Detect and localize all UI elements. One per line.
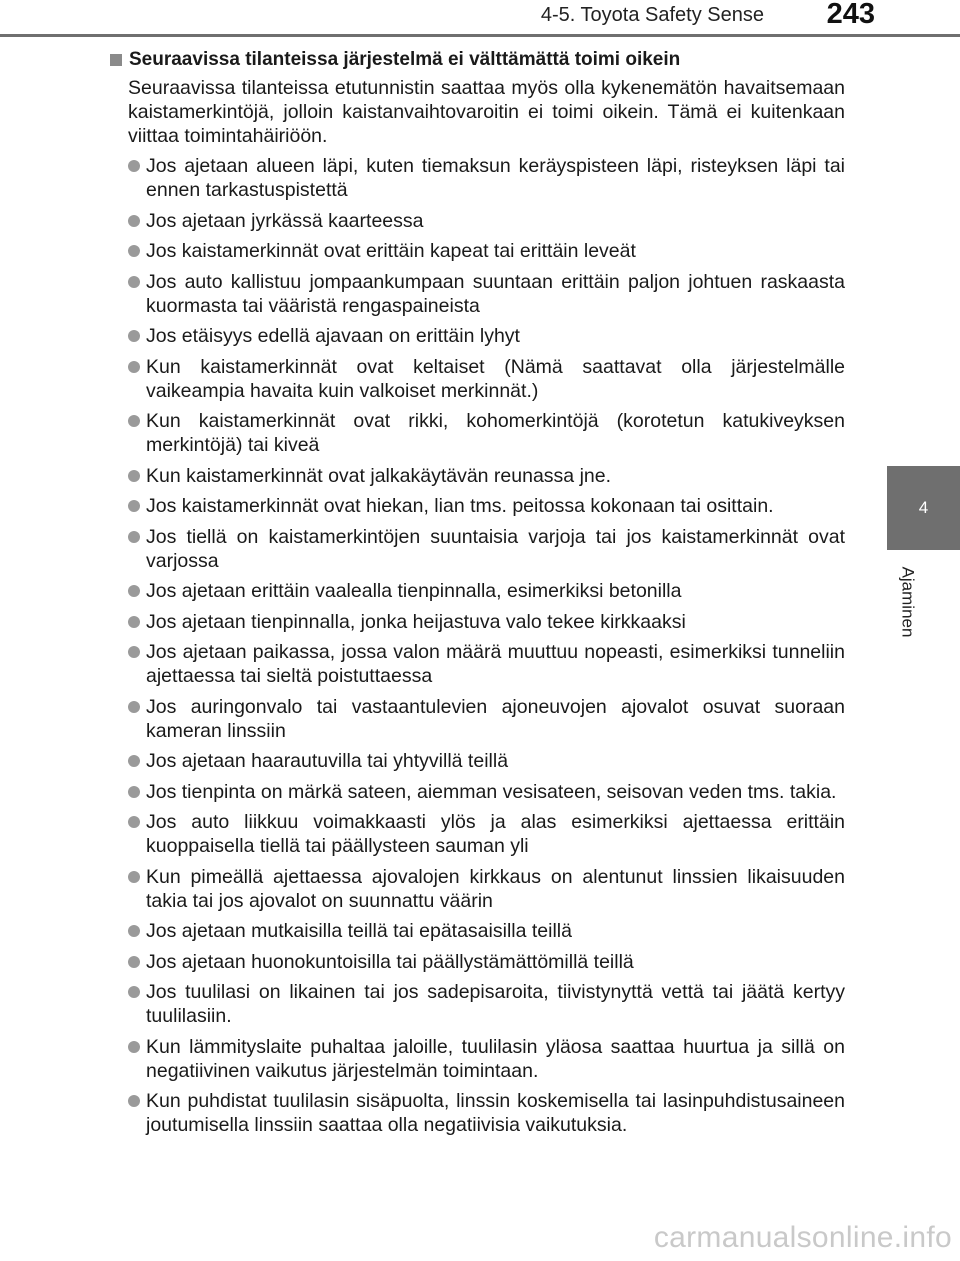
list-item-text: Jos ajetaan haarautuvilla tai yhtyvillä teillä [146, 750, 509, 772]
circle-bullet-icon [128, 925, 140, 937]
list-item-text: Jos ajetaan mutkaisilla teillä tai epätasaisilla teillä [146, 920, 572, 942]
square-bullet-icon [110, 54, 122, 66]
list-item-text: Kun lämmityslaite puhaltaa jaloille, tuulilasin yläosa saattaa huurtua ja sillä on negatiivinen vaikutus järjestelmän toimintaan. [146, 1035, 845, 1082]
list-item-text: Kun kaistamerkinnät ovat keltaiset (Nämä saattavat olla järjestelmälle vaikeampia havaita kuin valkoiset merkinnät.) [146, 355, 845, 402]
condition-list [110, 154, 845, 1137]
list-item-text: Jos ajetaan huonokuntoisilla tai päällystämättömillä teillä [146, 950, 634, 973]
list-item [110, 950, 845, 974]
list-item-text: Kun pimeällä ajettaessa ajovalojen kirkkaus on alentunut linssien likaisuuden takia tai jos ajovalot on suunnattu väärin [146, 865, 845, 912]
circle-bullet-icon [128, 616, 140, 628]
list-item-text: Jos etäisyys edellä ajavaan on erittäin lyhyt [146, 325, 520, 347]
list-item-text: Jos auto kallistuu jompaankumpaan suuntaan erittäin paljon johtuen raskaasta kuormasta tai vääristä rengaspaineista [146, 270, 845, 317]
heading-text: Seuraavissa tilanteissa järjestelmä ei välttämättä toimi oikein [129, 49, 681, 70]
list-item [110, 355, 845, 403]
list-item-text: Kun kaistamerkinnät ovat jalkakäytävän reunassa jne. [146, 464, 612, 487]
chapter-title-vertical [894, 560, 920, 644]
circle-bullet-icon [128, 500, 140, 512]
list-item-text: Jos ajetaan tienpinnalla, jonka heijastuva valo tekee kirkkaaksi [146, 610, 686, 633]
list-item [110, 610, 845, 634]
circle-bullet-icon [128, 531, 140, 543]
circle-bullet-icon [128, 470, 140, 482]
page-number: 243 [826, 0, 875, 30]
list-item [110, 640, 845, 688]
circle-bullet-icon [128, 755, 140, 767]
circle-bullet-icon [128, 701, 140, 713]
list-item [110, 209, 845, 233]
list-item [110, 865, 845, 913]
list-item-text: Kun kaistamerkinnät ovat rikki, kohomerkintöjä (korotetun katukiveyksen merkintöjä) tai kiveä [146, 410, 845, 456]
intro-paragraph: Seuraavissa tilanteissa etutunnistin saattaa myös olla kykenemätön havaitsemaan kaistamerkintöjä, jolloin kaistanvaihtovaroitin ei toimi oikein. Tämä ei kuitenkaan viittaa toimintahäiriöön. [128, 77, 845, 147]
list-item-text: Jos ajetaan jyrkässä kaarteessa [146, 209, 424, 232]
list-item-text: Jos kaistamerkinnät ovat hiekan, lian tms. peitossa kokonaan tai osittain. [146, 495, 774, 517]
list-item-text: Kun puhdistat tuulilasin sisäpuolta, linssin koskemisella tai lasinpuhdistusaineen joutumisella linssiin saattaa olla negatiivisia vaikutuksia. [146, 1090, 845, 1136]
list-item [110, 919, 845, 943]
list-item [110, 525, 845, 573]
list-item [110, 749, 845, 773]
list-item-text: Jos ajetaan erittäin vaalealla tienpinnalla, esimerkiksi betonilla [146, 580, 682, 602]
list-item [110, 494, 845, 518]
circle-bullet-icon [128, 415, 140, 427]
chapter-title: Ajaminen [898, 566, 917, 638]
list-item [110, 1089, 845, 1137]
list-item-text: Jos tienpinta on märkä sateen, aiemman vesisateen, seisovan veden tms. takia. [146, 780, 837, 803]
circle-bullet-icon [128, 276, 140, 288]
circle-bullet-icon [128, 646, 140, 658]
circle-bullet-icon [128, 361, 140, 373]
list-item [110, 154, 845, 202]
circle-bullet-icon [128, 1095, 140, 1107]
list-item [110, 464, 845, 488]
list-item-text: Jos auringonvalo tai vastaantulevien ajoneuvojen ajovalot osuvat suoraan kameran linssiin [146, 695, 845, 742]
circle-bullet-icon [128, 330, 140, 342]
list-item-text: Jos tiellä on kaistamerkintöjen suuntaisia varjoja tai jos kaistamerkinnät ovat varjossa [146, 525, 845, 572]
watermark: carmanualsonline.info [653, 1221, 952, 1254]
section-heading [110, 48, 845, 72]
section-title: 4-5. Toyota Safety Sense [540, 4, 764, 26]
list-item [110, 780, 845, 804]
header-rule [0, 34, 960, 37]
list-item [110, 810, 845, 858]
list-item [110, 695, 845, 743]
circle-bullet-icon [128, 160, 140, 172]
list-item [110, 270, 845, 318]
list-item [110, 409, 845, 457]
circle-bullet-icon [128, 786, 140, 798]
list-item-text: Jos kaistamerkinnät ovat erittäin kapeat tai erittäin leveät [146, 240, 636, 262]
list-item [110, 239, 845, 263]
list-item [110, 324, 845, 348]
circle-bullet-icon [128, 816, 140, 828]
list-item [110, 1035, 845, 1083]
chapter-number: 4 [918, 498, 929, 517]
list-item-text: Jos ajetaan paikassa, jossa valon määrä muuttuu nopeasti, esimerkiksi tunneliin ajettaessa tai sieltä poistuttaessa [146, 641, 845, 687]
chapter-tab[interactable] [887, 466, 960, 550]
list-item-text: Jos ajetaan alueen läpi, kuten tiemaksun keräyspisteen läpi, risteyksen läpi tai ennen tarkastuspistettä [146, 155, 845, 201]
list-item [110, 579, 845, 603]
circle-bullet-icon [128, 986, 140, 998]
circle-bullet-icon [128, 1041, 140, 1053]
list-item [110, 980, 845, 1028]
circle-bullet-icon [128, 245, 140, 257]
list-item-text: Jos tuulilasi on likainen tai jos sadepisaroita, tiivistynyttä vettä tai jäätä kertyy tuulilasiin. [146, 981, 845, 1027]
list-item-text: Jos auto liikkuu voimakkaasti ylös ja alas esimerkiksi ajettaessa erittäin kuoppaisella tiellä tai päällysteen sauman yli [146, 811, 845, 857]
main-content [110, 48, 845, 1144]
circle-bullet-icon [128, 871, 140, 883]
circle-bullet-icon [128, 956, 140, 968]
circle-bullet-icon [128, 585, 140, 597]
circle-bullet-icon [128, 215, 140, 227]
